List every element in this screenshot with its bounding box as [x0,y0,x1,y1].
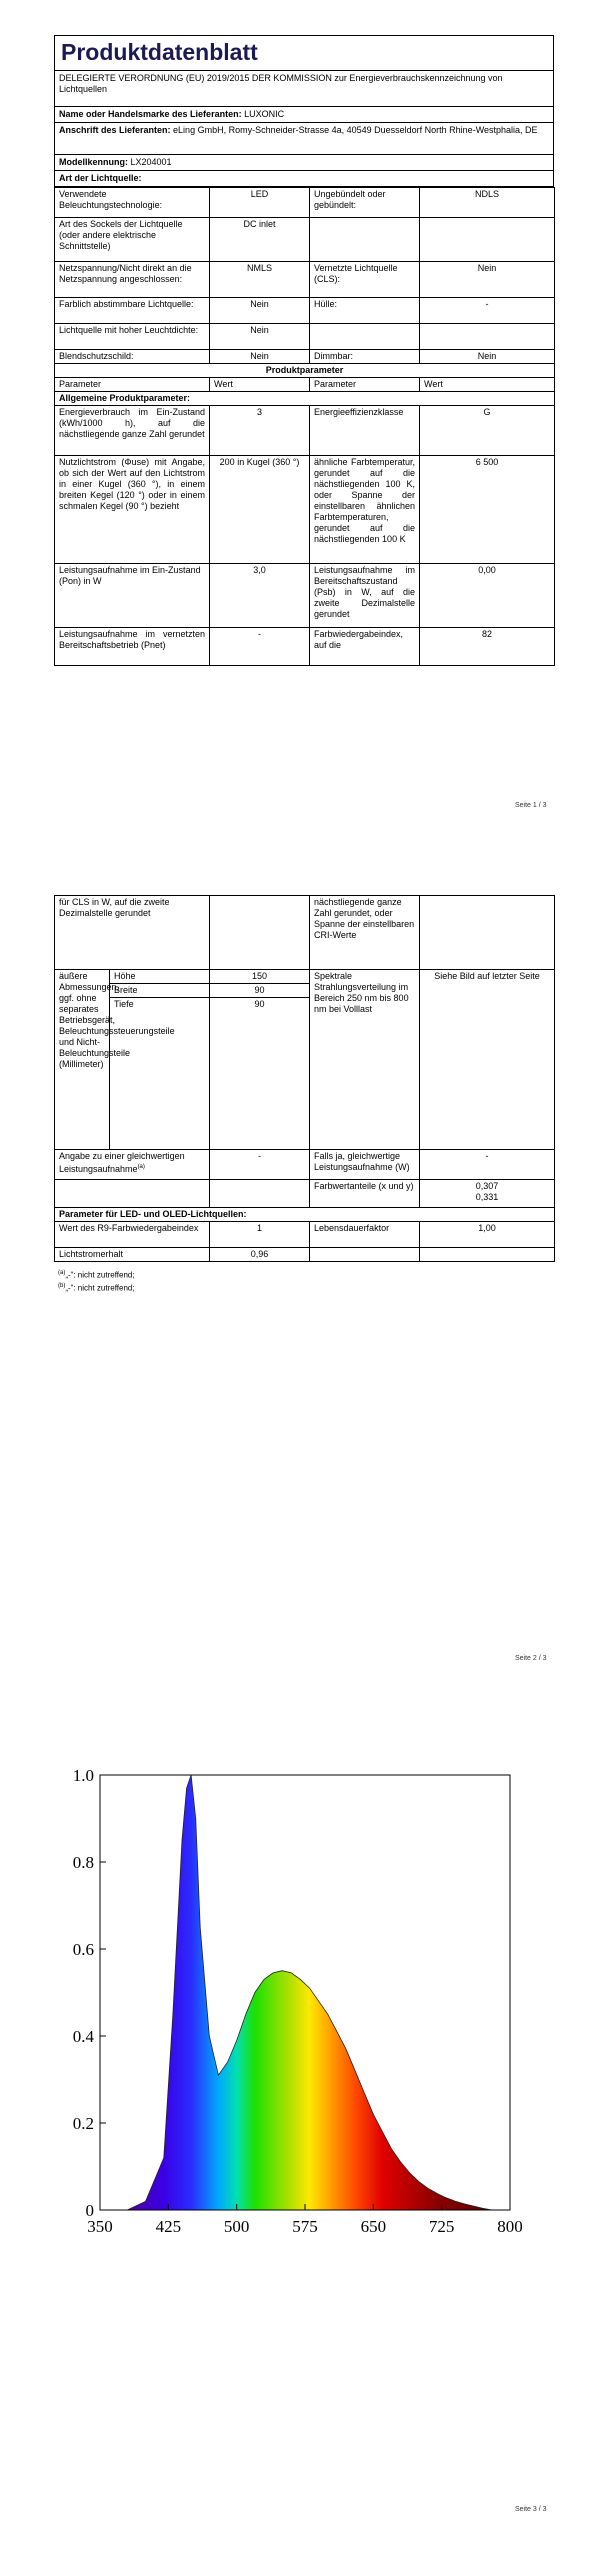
cell-empty [420,1248,555,1262]
produktparameter-heading: Produktparameter [55,364,555,378]
cell-label: Leistungsaufnahme im Bereitschaftszustand (Psb) in W, auf die zweite Dezimalstelle gerundet [310,564,420,628]
falls-value: - [420,1150,555,1180]
y-tick-label: 0 [85,2201,94,2220]
col-header-wert: Wert [420,378,555,392]
table-row [55,262,555,298]
cell-value: Nein [210,324,310,350]
col-header-param: Parameter [310,378,420,392]
flux-label: Lichtstromerhalt [55,1248,210,1262]
y-tick-label: 0.4 [72,2027,94,2046]
table-row [55,564,555,628]
cell-empty [310,1248,420,1262]
falls-label: Falls ja, gleichwertige Leistungsaufnahme (W) [310,1150,420,1180]
table-row [55,298,555,324]
farbwert-label: Farbwertanteile (x und y) [310,1180,420,1208]
col-header-wert: Wert [210,378,310,392]
address-value: eLing GmbH, Romy-Schneider-Strasse 4a, 40549 Duesseldorf North Rhine-Westphalia, DE [173,125,538,135]
x-tick-label: 425 [155,2217,182,2236]
life-value: 1,00 [420,1222,555,1248]
section-heading-row [55,392,555,406]
cell-value: NDLS [420,188,555,218]
equiv-value: - [210,1150,310,1180]
equiv-label: Angabe zu einer gleichwertigen Leistungsaufnahme [59,1151,185,1174]
regulation-text: DELEGIERTE VERORDNUNG (EU) 2019/2015 DER KOMMISSION zur Energieverbrauchskennzeichnung von Lichtquellen [54,71,554,107]
cell-label: Leistungsaufnahme im vernetzten Bereitschaftsbetrieb (Pnet) [55,628,210,666]
cell-value: 0,00 [420,564,555,628]
y-tick-label: 0.2 [72,2114,94,2133]
r9-label: Wert des R9-Farbwiedergabeindex [55,1222,210,1248]
model-row [54,155,554,171]
cell-value: NMLS [210,262,310,298]
cell-value [210,896,310,970]
cell-value [420,324,555,350]
cell-label: nächstliegende ganze Zahl gerundet, oder Spanne der einstellbaren CRI-Werte [310,896,420,970]
equiv-label-cell [55,1150,210,1180]
footnote-a: $^{(a)}$„-“: nicht zutreffend; [58,1270,135,1280]
address-label: Anschrift des Lieferanten: [59,125,171,135]
lichtquelle-table [54,187,555,666]
spectral-label: Spektrale Strahlungsverteilung im Bereich 250 nm bis 800 nm bei Volllast [310,970,420,1150]
table-row [55,970,555,984]
cell-value: - [210,628,310,666]
cell-value: DC inlet [210,218,310,262]
cell-label: Netzspannung/Nicht direkt an die Netzspannung angeschlossen: [55,262,210,298]
table-row [55,188,555,218]
table-row [55,350,555,364]
x-tick-label: 725 [428,2217,455,2236]
cell-value [420,218,555,262]
table-row [55,406,555,456]
allgemein-heading: Allgemeine Produktparameter: [55,392,555,406]
cell-label: Nutzlichtstrom (Φuse) mit Angabe, ob sich der Wert auf den Lichtstrom in einer Kugel (360 °), in einem breiten Kegel (120 °) oder in einem schmalen Kegel (90 °) bezieht [55,456,210,564]
cell-value: Nein [420,262,555,298]
table-row [55,324,555,350]
table-row [55,1222,555,1248]
dim-value: 90 [210,984,310,998]
cell-label: Energieeffizienzklasse [310,406,420,456]
cell-label: für CLS in W, auf die zweite Dezimalstelle gerundet [55,896,210,970]
x-tick-label: 800 [497,2217,523,2236]
table-row [55,1248,555,1262]
x-tick-label: 575 [292,2217,318,2236]
spectral-value: Siehe Bild auf letzter Seite [420,970,555,1150]
cell-label: Vernetzte Lichtquelle (CLS): [310,262,420,298]
cell-value: 200 in Kugel (360 °) [210,456,310,564]
page-title-box [54,35,554,71]
page-number: Seite 1 / 3 [515,802,547,809]
y-tick-label: 0.6 [72,1940,94,1959]
r9-value: 1 [210,1222,310,1248]
dim-name: Breite [110,984,210,998]
address-row [54,123,554,155]
table-row [55,218,555,262]
cell-label: Dimmbar: [310,350,420,364]
cell-label: Farbwiedergabeindex, auf die [310,628,420,666]
farbwert-values [420,1180,555,1208]
y-tick-label: 0.8 [72,1853,94,1872]
cell-value [420,896,555,970]
supplier-row [54,107,554,123]
cell-label [310,218,420,262]
cell-value: Nein [420,350,555,364]
section-heading-row [55,364,555,378]
cell-label [310,324,420,350]
parameter-table-continued [54,895,555,1262]
table-row [55,1150,555,1180]
farbwert-x: 0,307 [475,1181,499,1191]
footnote-b: $^{(b)}$„-“: nicht zutreffend; [58,1283,135,1293]
cell-label: Farblich abstimmbare Lichtquelle: [55,298,210,324]
column-header-row [55,378,555,392]
cell-label: Leistungsaufnahme im Ein-Zustand (Pon) in W [55,564,210,628]
cell-value: LED [210,188,310,218]
page-number: Seite 2 / 3 [515,1655,547,1662]
cell-label: Art des Sockels der Lichtquelle (oder andere elektrische Schnittstelle) [55,218,210,262]
model-label: Modellkennung: [59,157,128,167]
life-label: Lebensdauerfaktor [310,1222,420,1248]
cell-value: Nein [210,298,310,324]
col-header-param: Parameter [55,378,210,392]
cell-label: Verwendete Beleuchtungstechnologie: [55,188,210,218]
table-row [55,896,555,970]
flux-value: 0,96 [210,1248,310,1262]
x-tick-label: 500 [223,2217,250,2236]
supplier-label: Name oder Handelsmarke des Lieferanten: [59,109,242,119]
table-row [55,456,555,564]
cell-value: 3,0 [210,564,310,628]
farbwert-y: 0,331 [475,1192,499,1202]
cell-value: 82 [420,628,555,666]
supplier-value: LUXONIC [244,109,285,119]
dim-name: Tiefe [110,998,210,1150]
cell-label: Blendschutzschild: [55,350,210,364]
cell-value: G [420,406,555,456]
spectral-chart [60,1755,550,2255]
led-heading: Parameter für LED- und OLED-Lichtquellen: [55,1208,555,1222]
model-value: LX204001 [130,157,172,167]
cell-empty [210,1180,310,1208]
dim-value: 150 [210,970,310,984]
page-number: Seite 3 / 3 [515,2506,547,2513]
footnote-marker: (a) [137,1164,145,1170]
type-heading: Art der Lichtquelle: [54,171,554,187]
x-tick-label: 350 [87,2217,113,2236]
y-tick-label: 1.0 [72,1766,94,1785]
cell-empty [55,1180,210,1208]
cell-value: - [420,298,555,324]
dim-value: 90 [210,998,310,1150]
x-tick-label: 650 [360,2217,387,2236]
cell-label: Lichtquelle mit hoher Leuchtdichte: [55,324,210,350]
dim-name: Höhe [110,970,210,984]
cell-label: Ungebündelt oder gebündelt: [310,188,420,218]
cell-value: Nein [210,350,310,364]
cell-value: 6 500 [420,456,555,564]
cell-label: ähnliche Farbtemperatur, gerundet auf die nächstliegenden 100 K, oder Spanne der einstellbaren ähnlichen Farbtemperaturen, gerundet auf die nächstliegenden 100 K [310,456,420,564]
cell-label: Energieverbrauch im Ein-Zustand (kWh/1000 h), auf die nächstliegende ganze Zahl gerundet [55,406,210,456]
table-row [55,1180,555,1208]
dims-label: äußere Abmessungen, ggf. ohne separates Betriebsgerät, Beleuchtungssteuerungsteile und Nicht-Beleuchtungsteile (Millimeter) [55,970,110,1150]
section-heading-row [55,1208,555,1222]
cell-value: 3 [210,406,310,456]
table-row [55,628,555,666]
page-title: Produktdatenblatt [61,39,258,65]
cell-label: Hülle: [310,298,420,324]
